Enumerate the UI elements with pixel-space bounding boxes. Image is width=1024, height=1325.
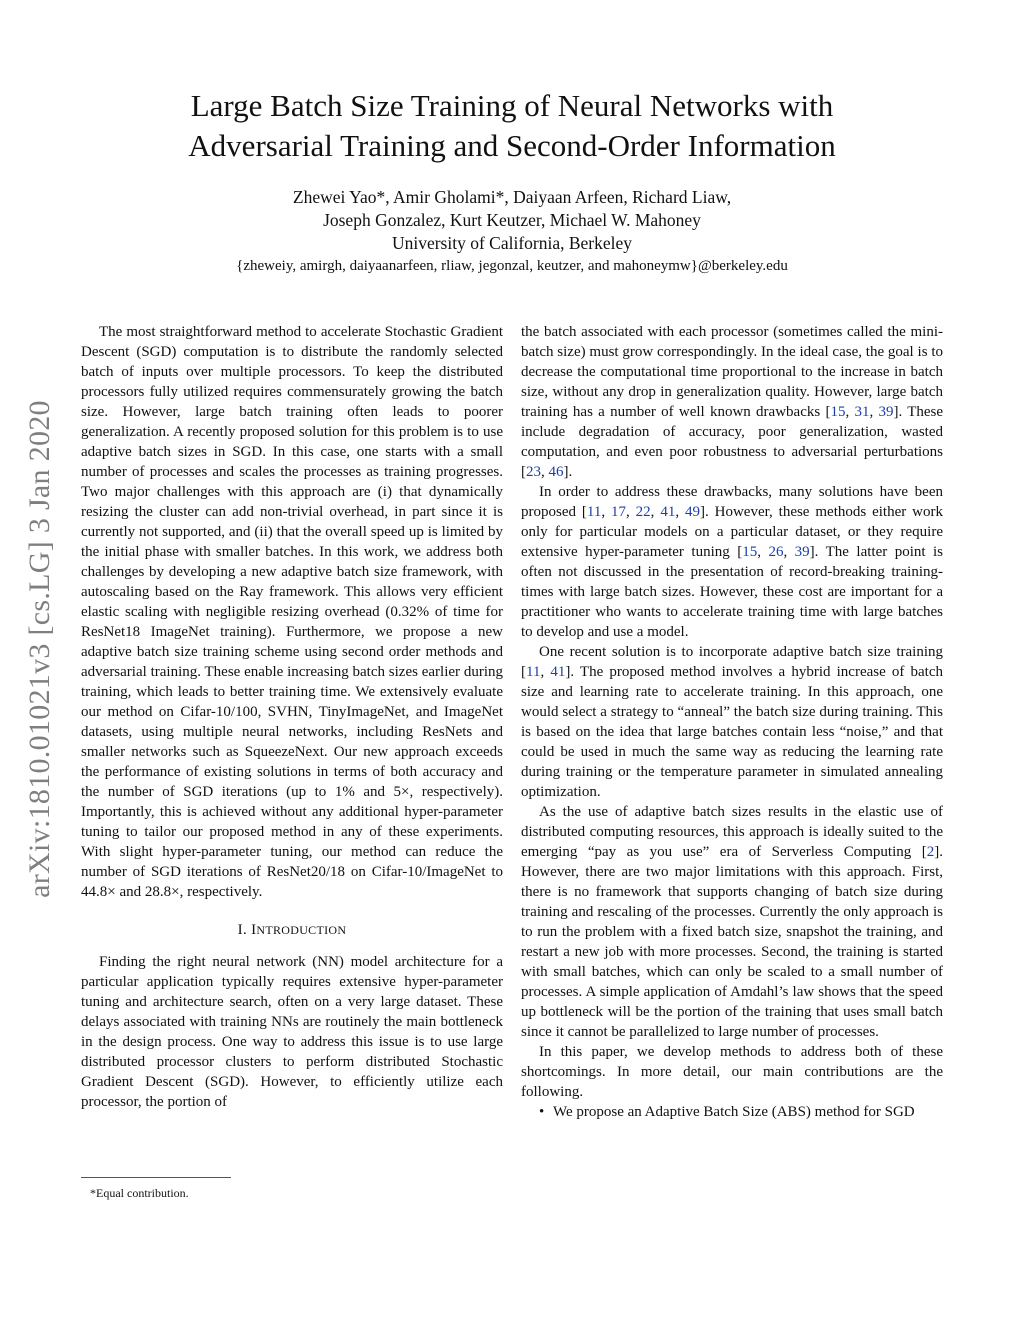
citation-link[interactable]: 2 (926, 844, 935, 860)
intro-paragraph-4 (521, 802, 943, 1042)
text-run: In order to address these drawbacks, many solutions have been proposed [ (521, 484, 943, 520)
section-heading-introduction (81, 920, 503, 940)
section-numeral: I. (237, 922, 248, 938)
citation-link[interactable]: 11 (526, 664, 541, 680)
intro-paragraph-1-continued: the batch associated with each processor (sometimes called the mini-batch size) must grow correspondingly. In the ideal case, the goal is to decrease the computational time proportional to the increase in batch size, without any drop in generalization quality. However, large batch training has a number of well known drawbacks [15, 31, 39]. These include degradation of accuracy, poor generalization, wasted computation, and even poor robustness to adversarial perturbations [23, 46]. (521, 324, 944, 480)
intro-paragraph-3: One recent solution is to incorporate adaptive batch size training [11, 41]. The proposed method involves a hybrid increase of batch size and learning rate to accelerate training. In this approach, one would select a strategy to “anneal” the batch size during training. This is based on the idea that large batches contain less “noise,” and that could be used in much the same way as reducing the learning rate during training or the temperature parameter in simulated annealing optimization. (521, 644, 943, 800)
section-title-rest: NTRODUCTION (256, 923, 347, 937)
intro-paragraph-5: In this paper, we develop methods to address both of these shortcomings. In more detail, our main contributions are the following. (521, 1044, 943, 1100)
affiliation: University of California, Berkeley (391, 233, 633, 253)
abstract: The most straightforward method to accelerate Stochastic Gradient Descent (SGD) computation is to distribute the randomly selected batch of inputs over multiple processors. To keep the distributed processors fully utilized requires commensurately growing the batch size. However, large batch training often leads to poorer generalization. A recently proposed solution for this problem is to use adaptive batch sizes in SGD. In this case, one starts with a small number of processes and scales the processes as training progresses. Two major challenges with this approach are (i) that dynamically resizing the cluster can add non-trivial overhead, in part since it is currently not supported, and (ii) that the overall speed up is limited by the initial phase with smaller batches. In this work, we address both challenges by developing a new adaptive batch size framework, with autoscaling based on the Ray framework. This allows very efficient elastic scaling with negligible resizing overhead (0.32% of time for ResNet18 ImageNet training). Furthermore, we propose a new adaptive batch size training scheme using second order methods and adversarial training. These enable increasing batch sizes earlier during training, which leads to better training time. We extensively evaluate our method on Cifar-10/100, SVHN, TinyImageNet, and ImageNet datasets, using multiple neural networks, including ResNets and smaller networks such as SqueezeNext. Our new approach exceeds the performance of existing solutions in terms of both accuracy and the number of SGD iterations (up to 1% and 5×, respectively). Importantly, this is achieved without any additional hyper-parameter tuning to tailor our proposed method in any of these experiments. With slight hyper-parameter tuning, our method can reduce the number of SGD iterations of ResNet20/18 on Cifar-10/ImageNet to 44.8× and 28.8×, respectively. (81, 324, 503, 900)
left-column (81, 322, 503, 1112)
title-line-2: Adversarial Training and Second-Order Information (188, 128, 836, 163)
footnote: *Equal contribution. (90, 1186, 189, 1200)
text-run: ]. (563, 464, 573, 480)
text-run: ]. These include degradation of accuracy, poor generalization, wasted computation, and even poor robustness to adversarial perturbations [ (521, 404, 944, 480)
text-run: One recent solution is to incorporate adaptive batch size training [ (521, 644, 943, 680)
citation-link[interactable]: 26 (768, 544, 784, 560)
intro-paragraph-2: In order to address these drawbacks, many solutions have been proposed [11, 17, 22, 41, 49]. However, these methods either work only for particular models on a particular dataset, or they require extensive hyper-parameter tuning [15, 26, 39]. The latter point is often not discussed in the presentation of record-breaking training-times with large batch sizes. However, these cost are important for a practitioner who wants to accelerate training time with large batches to develop and use a model. (521, 484, 944, 640)
arxiv-id: arXiv:1810.01021v3 [cs.LG] 3 Jan 2020 (23, 399, 56, 898)
text-run: ]. However, there are two major limitations with this approach. First, there is no framework that supports changing of batch size during training and rescaling of the processes. Currently the only approach is to run the problem with a fixed batch size, snapshot the training, and restart a new job with more processes. Second, the training is started with small batches, which can only be scaled to a small number of processes. A simple application of Amdahl’s law shows that the speed up bottleneck will be the portion of the training that uses small batch since it cannot be parallelized to large number of processes. (521, 844, 943, 1040)
right-column (521, 322, 943, 1122)
text-run: As the use of adaptive batch sizes results in the elastic use of distributed computing resources, this approach is ideally suited to the emerging “pay as you use” era of Serverless Computing [ (521, 804, 943, 860)
contribution-bullet: • We propose an Adaptive Batch Size (ABS) method for SGD (521, 1102, 943, 1122)
text-run: ]. However, these methods either work only for particular models on a particular dataset, or they require extensive hyper-parameter tuning [ (521, 504, 943, 560)
arxiv-stamp (20, 367, 60, 930)
citation-link[interactable]: 39 (794, 544, 810, 560)
citation-link[interactable]: 39 (878, 404, 894, 420)
citation-link[interactable]: 31 (854, 404, 870, 420)
authors-line-2: Joseph Gonzalez, Kurt Keutzer, Michael W. Mahoney (323, 210, 701, 230)
citation-link[interactable]: 23 (526, 464, 541, 480)
citation-link[interactable]: 46 (548, 464, 564, 480)
footnote-rule (81, 1177, 231, 1178)
text-run: ]. The proposed method involves a hybrid increase of batch size and learning rate to accelerate training. In this approach, one would select a strategy to “anneal” the batch size during training. This is based on the idea that large batches contain less “noise,” and that could be used in much the same way as reducing the learning rate during training or the temperature parameter in simulated annealing optimization. (521, 664, 943, 800)
citation-link[interactable]: 11 (586, 504, 602, 520)
citation-link[interactable]: 41 (660, 504, 676, 520)
text-run: ]. The latter point is often not discussed in the presentation of record-breaking training-times with large batch sizes. However, these cost are important for a practitioner who wants to accelerate training time with large batches to develop and use a model. (521, 544, 944, 640)
citation-link[interactable]: 15 (830, 404, 846, 420)
citation-link[interactable]: 17 (611, 504, 626, 520)
intro-paragraph-1: Finding the right neural network (NN) model architecture for a particular application typically requires extensive hyper-parameter tuning and architecture search, often on a very large dataset. These delays associated with training NNs are routinely the main bottleneck in the design process. One way to address this issue is to use large distributed processor clusters to perform distributed Stochastic Gradient Descent (SGD). However, to efficiently utilize each processor, the portion of (81, 954, 503, 1110)
citation-link[interactable]: 22 (635, 504, 651, 520)
title-line-1: Large Batch Size Training of Neural Networks with (190, 88, 834, 123)
text-run: the batch associated with each processor (sometimes called the mini-batch size) must grow correspondingly. In the ideal case, the goal is to decrease the computational time proportional to the increase in batch size, without any drop in generalization quality. However, large batch training has a number of well known drawbacks [ (521, 324, 943, 420)
citation-link[interactable]: 41 (550, 664, 566, 680)
citation-link[interactable]: 15 (742, 544, 758, 560)
author-block (112, 186, 912, 278)
section-title-initial: I (251, 922, 257, 938)
paper-title (112, 86, 912, 166)
authors-line-1: Zhewei Yao*, Amir Gholami*, Daiyaan Arfeen, Richard Liaw, (292, 187, 732, 207)
citation-link[interactable]: 49 (684, 504, 700, 520)
author-emails: {zheweiy, amirgh, daiyaanarfeen, rliaw, jegonzal, keutzer, and mahoneymw}@berkeley.edu (236, 258, 788, 274)
